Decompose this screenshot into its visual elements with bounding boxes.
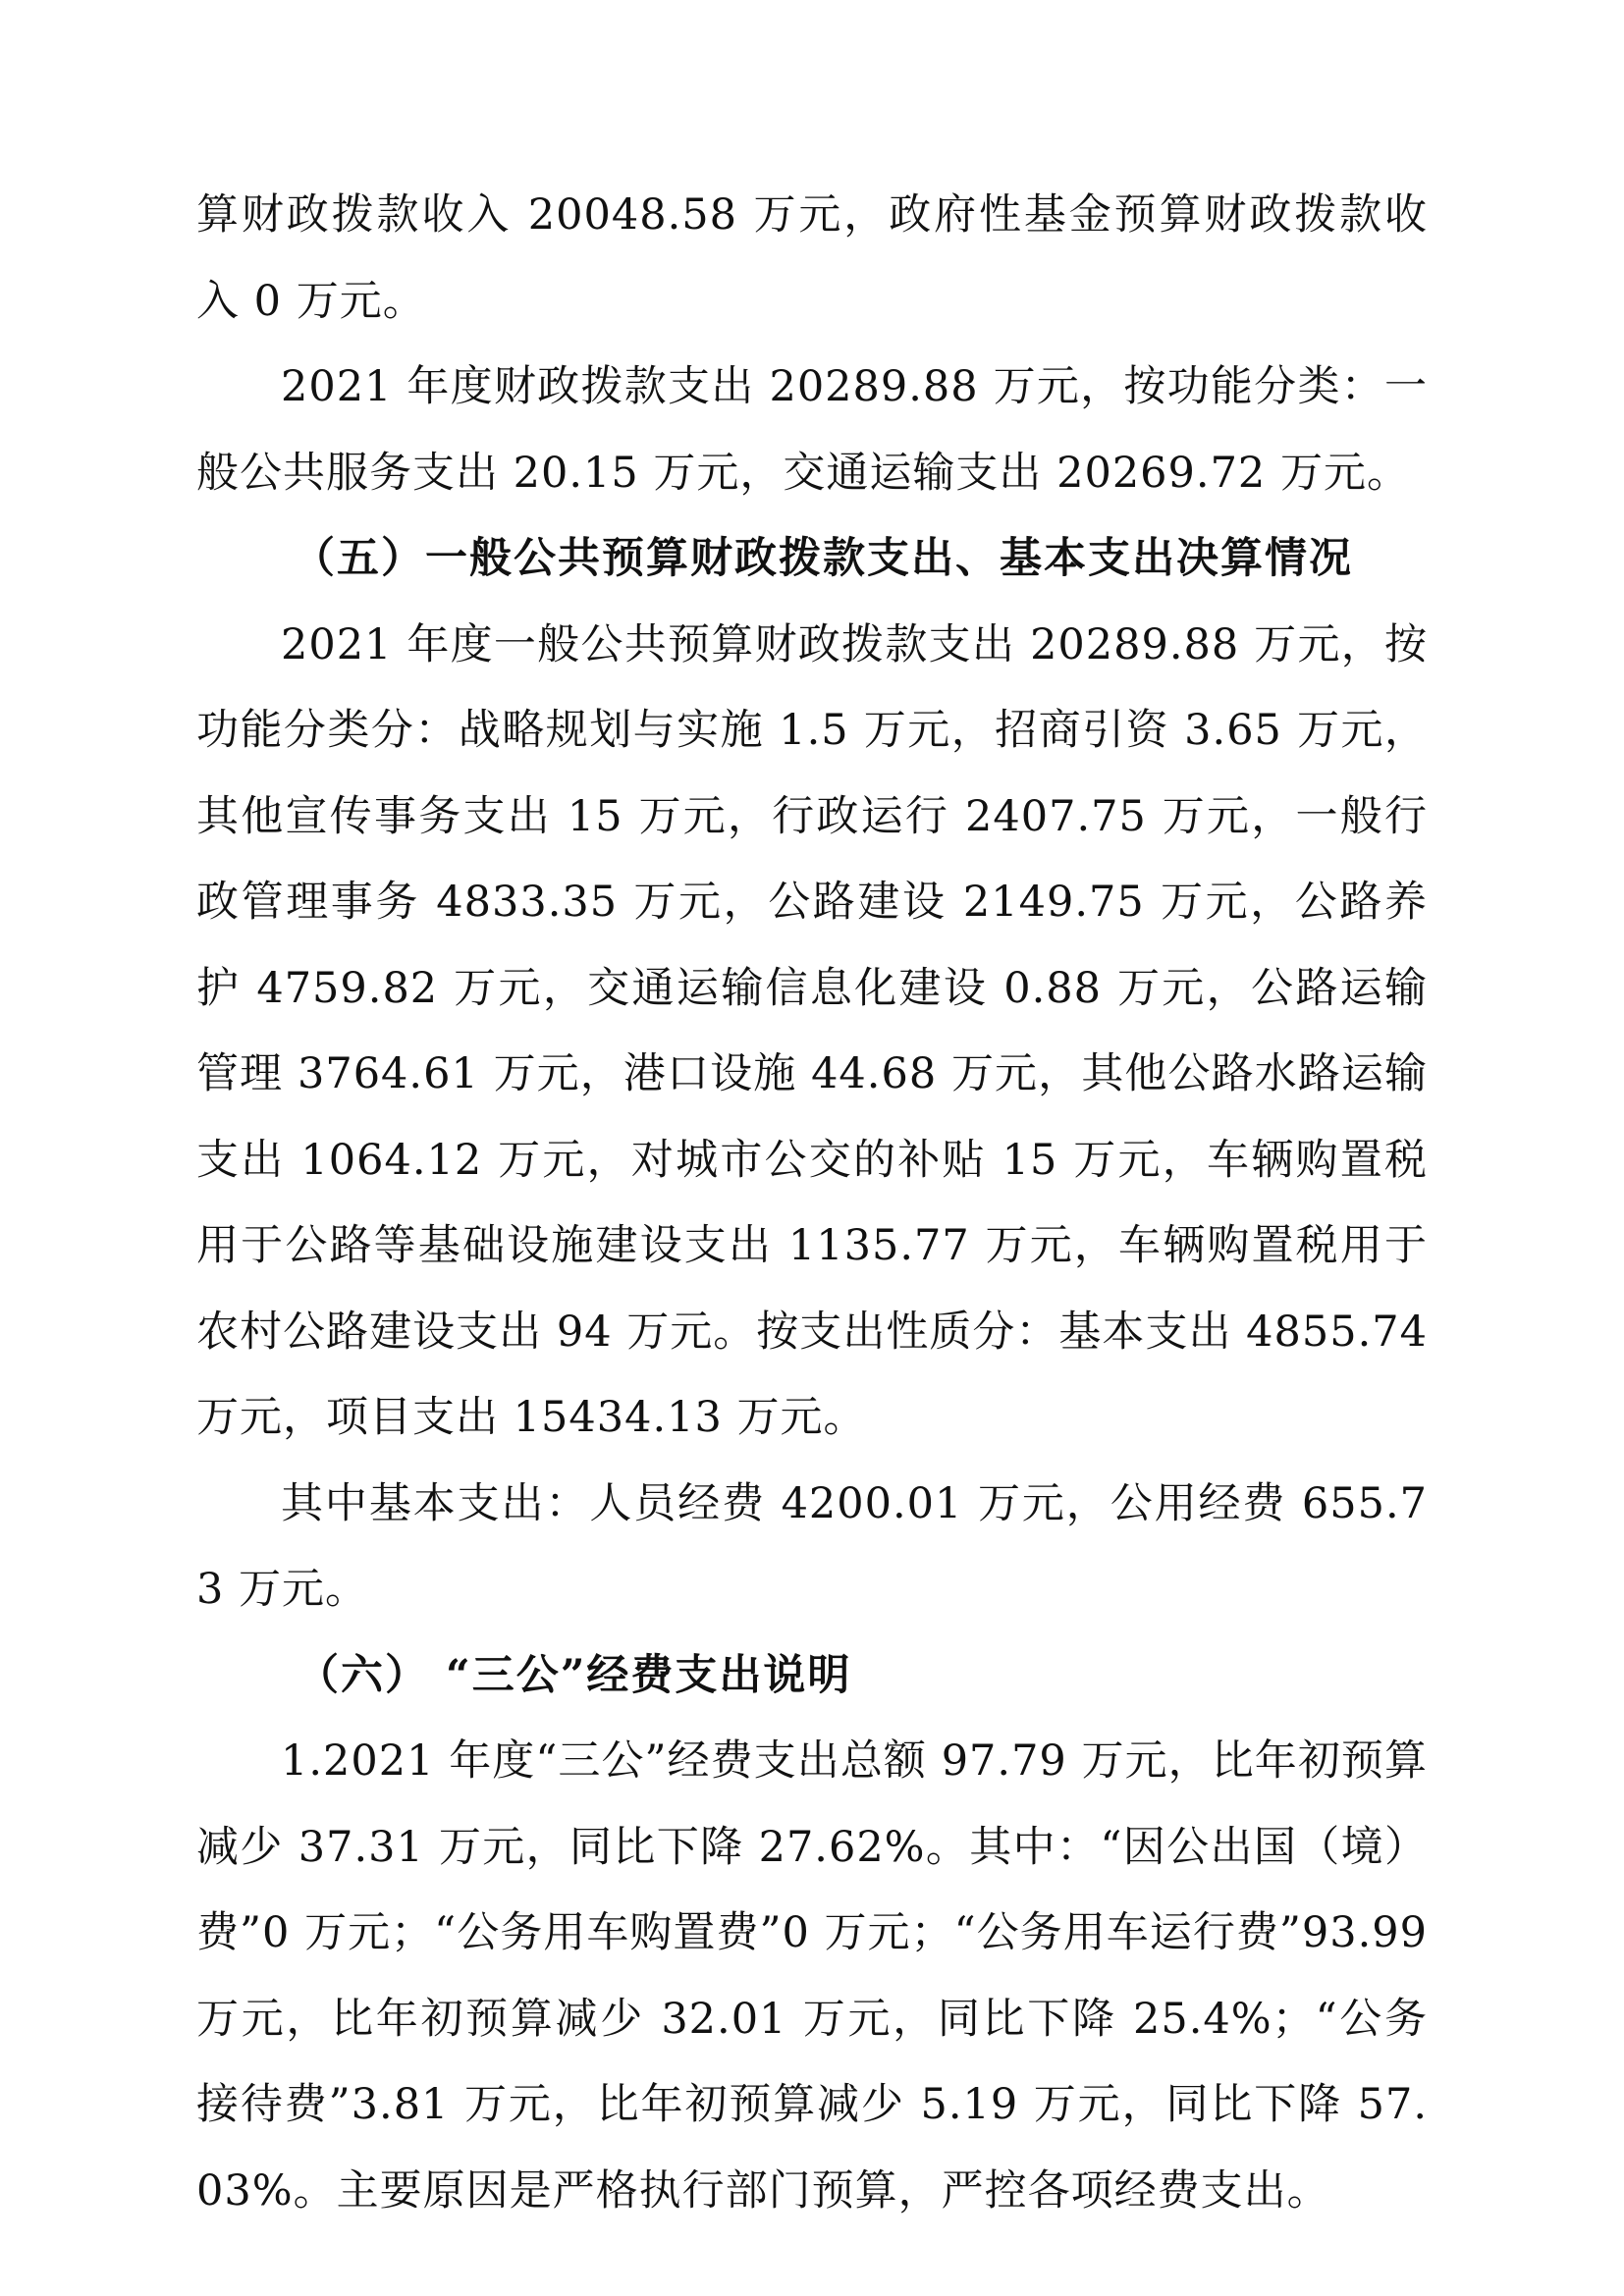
section-heading-six: （六） “三公”经费支出说明 [297,1650,852,1700]
paragraph-basic-expenditure: 其中基本支出：人员经费 4200.01 万元，公用经费 655.73 万元。 [196,1478,1428,1614]
paragraph-appropriation-expenditure: 2021 年度财政拨款支出 20289.88 万元，按功能分类：一般公共服务支出 20.15 万元，交通运输支出 20269.72 万元。 [196,362,1428,498]
paragraph-three-public-expenses: 1.2021 年度“三公”经费支出总额 97.79 万元，比年初预算减少 37.31 万元，同比下降 27.62%。其中：“因公出国（境）费”0 万元；“公务用车购置费”0 万元；“公务用车运行费”93.99 万元，比年初预算减少 32.01 万元，同比下降 25.4%；“公务接待费”3.81 万元，比年初预算减少 5.19 万元，同比下降 57.03%。主要原因是严格执行部门预算，严控各项经费支出。 [196,1736,1428,2216]
paragraph-revenue-continuation: 算财政拨款收入 20048.58 万元，政府性基金预算财政拨款收入 0 万元。 [196,190,1428,326]
document-body [196,173,1428,2234]
section-heading-five: （五）一般公共预算财政拨款支出、基本支出决算情况 [293,534,1353,583]
paragraph-general-budget-expenditure: 2021 年度一般公共预算财政拨款支出 20289.88 万元，按功能分类分：战略规划与实施 1.5 万元，招商引资 3.65 万元，其他宣传事务支出 15 万元，行政运行 2407.75 万元，一般行政管理事务 4833.35 万元，公路建设 2149.75 万元，公路养护 4759.82 万元，交通运输信息化建设 0.88 万元，公路运输管理 3764.61 万元，港口设施 44.68 万元，其他公路水路运输支出 1064.12 万元，对城市公交的补贴 15 万元，车辆购置税用于公路等基础设施建设支出 1135.77 万元，车辆购置税用于农村公路建设支出 94 万元。按支出性质分：基本支出 4855.74 万元，项目支出 15434.13 万元。 [196,619,1428,1442]
